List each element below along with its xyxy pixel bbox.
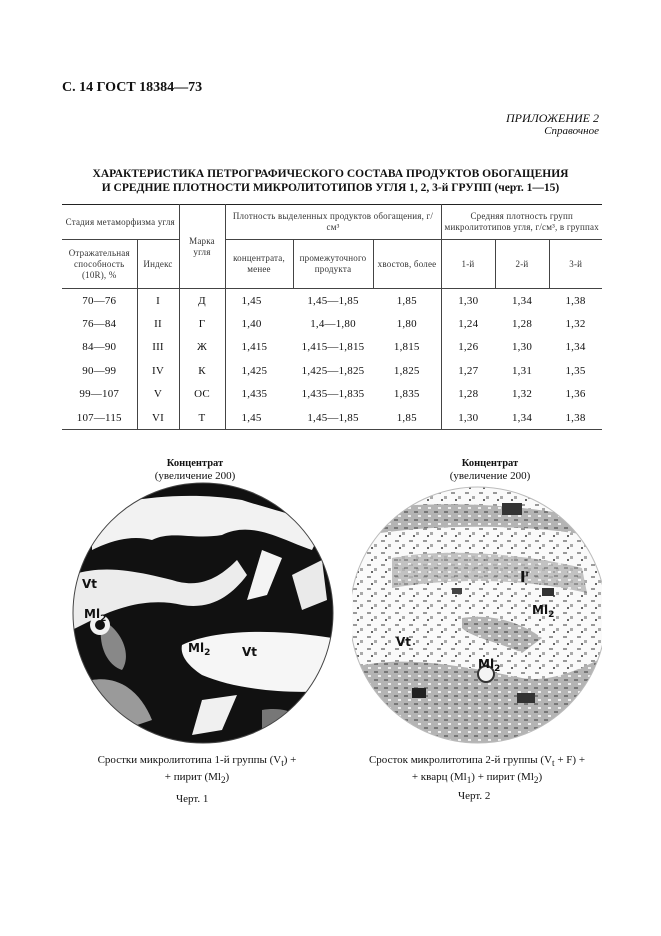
table-row: 107—115 VI Т 1,45 1,45—1,85 1,85 1,30 1,34 1,38 <box>62 406 602 430</box>
table-row: 70—76 I Д 1,45 1,45—1,85 1,85 1,30 1,34 1,38 <box>62 289 602 313</box>
fig2-label-i: I <box>520 568 526 586</box>
th-mid: промежуточного продукта <box>293 240 373 289</box>
fig1-micrograph <box>62 480 342 750</box>
th-brand: Марка угля <box>179 205 225 289</box>
fig2-label-ml-a: Ml <box>532 603 549 617</box>
th-g2: 2-й <box>495 240 549 289</box>
table-row: 84—90 III Ж 1,415 1,415—1,815 1,815 1,26 1,30 1,34 <box>62 336 602 359</box>
fig1-label-vt: Vt <box>82 577 98 591</box>
fig1-label-vt2: Vt <box>242 645 258 659</box>
th-g3: 3-й <box>549 240 602 289</box>
page-header: С. 14 ГОСТ 18384—73 <box>62 80 203 95</box>
table-row: 90—99 IV К 1,425 1,425—1,825 1,825 1,27 1,31 1,35 <box>62 359 602 382</box>
fig2-label-ml-a-sub: 2 <box>548 610 555 620</box>
fig1-caption-sub: (увеличение 200) <box>154 470 236 482</box>
fig1-label-ml-b-sub: 2 <box>204 648 211 658</box>
th-tail: хвостов, более <box>373 240 441 289</box>
th-reflect: Отражательная способность (10R), % <box>62 240 137 289</box>
th-density: Плотность выделенных продуктов обогащения, г/см³ <box>225 205 441 240</box>
fig1-label-ml-a: Ml <box>84 607 101 621</box>
fig1-label-ml-a-sub: 2 <box>100 614 107 624</box>
appendix-subtitle: Справочное <box>544 125 599 137</box>
fig2-micrograph <box>352 478 602 750</box>
fig2-label-vt: Vt <box>396 635 412 649</box>
fig2-description: Сросток микролитотипа 2-й группы $(V_t + F)$ + + кварц $(Ml_1)$ + пирит $(Ml_2)$ <box>368 754 586 786</box>
fig2-caption-title: Концентрат <box>461 458 519 469</box>
th-avg: Средняя плотность групп микролитотипов угля, г/см³, в группах <box>441 205 602 240</box>
data-table <box>62 204 602 430</box>
fig1-caption-title: Концентрат <box>166 458 224 469</box>
doc-title-line1: ХАРАКТЕРИСТИКА ПЕТРОГРАФИЧЕСКОГО СОСТАВА ПРОДУКТОВ ОБОГАЩЕНИЯ <box>92 168 569 180</box>
th-g1: 1-й <box>441 240 495 289</box>
fig2-label-ml-b: Ml <box>478 657 495 671</box>
table-row: 99—107 V ОС 1,435 1,435—1,835 1,835 1,28 1,32 1,36 <box>62 383 602 406</box>
th-index: Индекс <box>137 240 179 289</box>
fig2-label-ml-b-sub: 2 <box>494 664 501 674</box>
fig1-chert: Черт. 1 <box>176 793 209 805</box>
doc-title-line2: И СРЕДНИЕ ПЛОТНОСТИ МИКРОЛИТОТИПОВ УГЛЯ 1, 2, 3-й ГРУПП (черт. 1—15) <box>101 182 560 194</box>
fig1-description: Сростки микролитотипа 1-й группы $(V_t)$ + + пирит $(Ml_2)$ <box>97 754 297 786</box>
fig1-label-ml-b: Ml <box>188 641 205 655</box>
appendix-title: ПРИЛОЖЕНИЕ 2 <box>506 111 599 125</box>
fig2-label-i-sub: r <box>525 569 530 578</box>
fig2-caption-sub: (увеличение 200) <box>449 470 531 482</box>
fig2-chert: Черт. 2 <box>458 790 491 802</box>
th-stage: Стадия метаморфизма угля <box>62 205 179 240</box>
th-conc: концентрата, менее <box>225 240 293 289</box>
table-row: 76—84 II Г 1,40 1,4—1,80 1,80 1,24 1,28 1,32 <box>62 312 602 335</box>
